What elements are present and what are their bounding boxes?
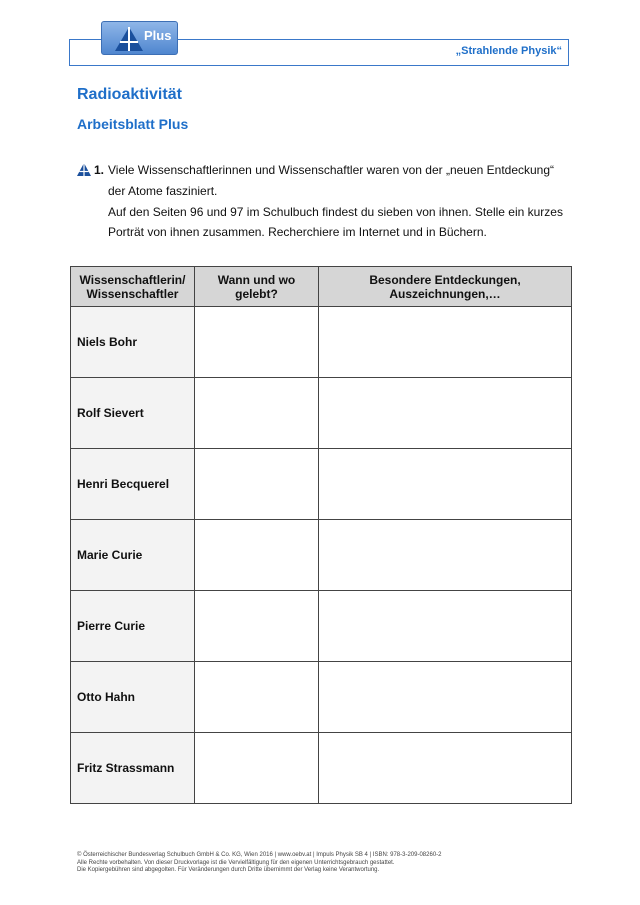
table-header-row [71, 267, 572, 307]
discoveries-cell[interactable] [319, 307, 572, 378]
task-text-line: Viele Wissenschaftlerinnen und Wissenschaftler waren von der „neuen Entdeckung“ [108, 163, 555, 177]
task-text-line: Auf den Seiten 96 und 97 im Schulbuch findest du sieben von ihnen. Stelle ein kurzes [108, 205, 563, 219]
column-header-scientist [71, 267, 195, 307]
when-where-cell[interactable] [195, 307, 319, 378]
column-header-line: Wissenschaftler [86, 287, 179, 301]
task-text-line: Porträt von ihnen zusammen. Recherchiere im Internet und in Büchern. [108, 225, 487, 239]
when-where-cell[interactable] [195, 449, 319, 520]
task-text-line: der Atome fasziniert. [108, 184, 218, 198]
plus-badge-label: Plus [144, 28, 172, 43]
when-where-cell[interactable] [195, 520, 319, 591]
plus-triangle-icon [77, 163, 91, 176]
footer-line: Die Kopiergebühren sind abgegolten. Für Veränderungen durch Dritte übernimmt der Verlag keine Verantwortung. [77, 867, 380, 873]
discoveries-cell[interactable] [319, 662, 572, 733]
discoveries-cell[interactable] [319, 520, 572, 591]
when-where-cell[interactable] [195, 591, 319, 662]
scientist-name: Rolf Sievert [71, 378, 195, 449]
when-where-cell[interactable] [195, 733, 319, 804]
table-row [71, 378, 572, 449]
column-header-line: gelebt? [235, 287, 278, 301]
plus-badge [101, 21, 178, 55]
when-where-cell[interactable] [195, 378, 319, 449]
column-header-line: Wann und wo [217, 273, 296, 287]
series-title: „Strahlende Physik“ [455, 45, 562, 57]
when-where-cell[interactable] [195, 662, 319, 733]
table-row [71, 307, 572, 378]
footer [77, 852, 577, 875]
table-row [71, 733, 572, 804]
page-title: Radioaktivität [77, 86, 182, 103]
column-header-line: Besondere Entdeckungen, [369, 273, 521, 287]
table-row [71, 520, 572, 591]
scientist-name: Marie Curie [71, 520, 195, 591]
scientist-name: Niels Bohr [71, 307, 195, 378]
table-row [71, 449, 572, 520]
plus-triangle-logo-icon [114, 26, 144, 52]
scientist-name: Fritz Strassmann [71, 733, 195, 804]
discoveries-cell[interactable] [319, 591, 572, 662]
page-subtitle: Arbeitsblatt Plus [77, 116, 189, 132]
footer-line: Alle Rechte vorbehalten. Von dieser Druckvorlage ist die Vervielfältigung für den eigenen Unterrichtsgebrauch gestattet. [77, 859, 395, 866]
discoveries-cell[interactable] [319, 733, 572, 804]
column-header-discoveries [319, 267, 572, 307]
table-row [71, 662, 572, 733]
scientist-name: Henri Becquerel [71, 449, 195, 520]
column-header-line: Wissenschaftlerin/ [79, 273, 186, 287]
task-number: 1. [94, 163, 105, 177]
footer-line: © Österreichischer Bundesverlag Schulbuch GmbH & Co. KG, Wien 2016 | www.oebv.at | Impuls Physik SB 4 | ISBN: 978-3-209-08260-2 [77, 852, 442, 858]
column-header-when-where [195, 267, 319, 307]
discoveries-cell[interactable] [319, 449, 572, 520]
scientist-name: Otto Hahn [71, 662, 195, 733]
table-row [71, 591, 572, 662]
scientists-table [70, 266, 572, 804]
scientist-name: Pierre Curie [71, 591, 195, 662]
column-header-line: Auszeichnungen,… [389, 287, 501, 301]
discoveries-cell[interactable] [319, 378, 572, 449]
